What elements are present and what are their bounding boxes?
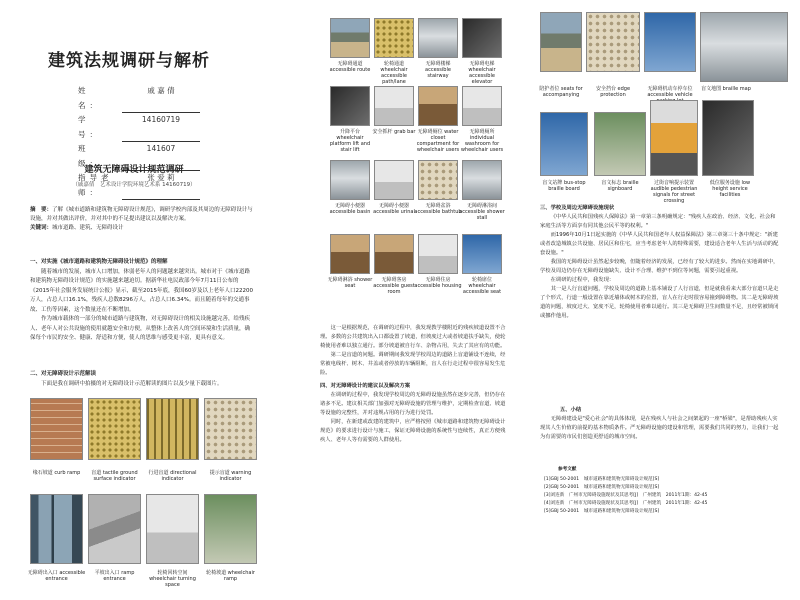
reference-item: [1]GBJ 50-2001 城市道路和建筑物无障碍设计规范[S]	[544, 477, 660, 482]
abstract-text: 了解《城市道路和建筑物无障碍设计规范》，调研学校内部及其周边的无障碍设计与设施，并对其做出评价，并对其中的不足提出建议以及解决方案。	[30, 207, 253, 222]
caption-braille-bus-board: 盲文站牌 bus-stop braille board	[542, 180, 586, 192]
photo-wheelchair-seat	[462, 234, 502, 274]
photo-accessible-entrance	[30, 494, 83, 564]
photo-ramp-entrance	[88, 494, 141, 564]
photo-braille-signboard	[594, 112, 646, 176]
photo-edge-protection	[586, 12, 640, 72]
section-2	[30, 370, 255, 389]
col2-paragraph: 第二是盲道的问题。调研期间我发现学校周边的道路上盲道铺设不连续，经常被电线杆、树木、井盖或者停放的车辆阻断，盲人在行走过程中很容易发生危险。	[320, 352, 506, 376]
caption-shower-stall: 无障碍淋浴间 accessible shower stall	[459, 203, 505, 221]
caption-accessible-basin: 无障碍小便器 accessible basin	[329, 203, 371, 215]
caption-individual-washroom: 无障碍厕所 individual washroom for wheelchair users	[460, 129, 504, 153]
summary-text: 无障碍建设是"爱心社会"的具体体现，是在残疾人与社会之间架起的一座"桥梁"，是帮助残疾人实现其人生价值的前提的基本物质条件。严无障碍设施的建设和管理，需要我们共同的努力，让我们一起为有需要的市民们创造更舒适的城市空间。	[540, 416, 779, 440]
col3-body	[540, 204, 780, 321]
photo-grab-bar	[374, 86, 414, 126]
photo-parking-lot	[644, 12, 696, 72]
photo-accessible-housing	[418, 234, 458, 274]
summary-title: 五、小结	[560, 407, 582, 413]
section-1-text-2: 作为城市载体的一部分的城市道路与建筑物，对无障碍设计的相关设施越完善，给残疾人、老年人对公共设施的使用就越安全和方便，从整体上改善人的空间环境和生活质量，确保每个市民的安全、健康、舒适和方便，使人的思维与感受更丰富，更具有意义。	[30, 316, 251, 341]
photo-low-service	[702, 100, 754, 176]
photo-accessible-urinal	[374, 160, 414, 200]
reference-item: [4]刘连新 广州市无障碍设施现状及其思考[J] 广州建筑 2011年1期：42-45	[544, 501, 708, 506]
caption-wheelchair-seat: 轮椅席位 wheelchair accessible seat	[462, 277, 502, 295]
photo-wheelchair-ramp	[204, 494, 257, 564]
col3-paragraph: 而1996年10月1日起实施的《中华人民共和国老年人权益保障法》第三章第三十条中规定："新建或者改造城镇公共设施、居民区和住宅，应当考虑老年人的特殊需要，建设适合老年人生活与活动的配套设施。"	[540, 232, 779, 256]
caption-wheelchair-path: 轮椅通道 wheelchair accessible path/lane	[380, 61, 408, 85]
info-label: 学 号：	[78, 115, 113, 139]
abstract-label: 摘 要：	[30, 207, 53, 213]
col3-paragraph: 在调研的过程中，我发现：	[550, 277, 615, 283]
col2-paragraph: 同时，在新建或改建的建筑中，应严格按照《城市道路和建筑物无障碍设计规范》的要求进行设计与施工，保证无障碍设施的系统性与连续性，真正方便残疾人、老年人等有需要的人群使用。	[320, 419, 506, 443]
photo-braille-map	[700, 12, 788, 82]
section-2-text: 下面是我在调研中拍摄的对无障碍设计示范解读的图片以及少量下载图片。	[41, 380, 223, 387]
col2-paragraph: 在调研的过程中，我发现学校周边的无障碍设施虽然在逐步完善，但仍存在诸多不足。建议相关部门加强对无障碍设施的管理与维护，定期检查盲道、坡道等设施的完整性，并对违规占用的行为进行处罚。	[320, 392, 506, 416]
caption-grab-bar: 安全抓杆 grab bar	[372, 129, 416, 135]
info-row-name	[78, 84, 200, 113]
photo-wheelchair-path	[374, 18, 414, 58]
section-1-text: 随着城市的发展，城市人口增加，体弱老年人的问题越来越突出。城市对于《城市道路和建筑物无障碍设计规范》的实施越来越迫切。据新华社电民政部今年7月11日公布的《2015年社会服务发展统计公报》显示，截至2015年底，我国60岁及以上老年人口22200万人，占总人口16.1%，残疾人总数8296万人，占总人口6.34%。而且随着每年的交通事故、工伤等因素，这个数量还在不断增加。	[30, 268, 253, 313]
caption-accessible-stairway: 无障碍楼梯 accessible stairway	[425, 61, 451, 79]
caption-curb-ramp: 缘石坡道 curb ramp	[32, 470, 81, 476]
paper-author: （戚嘉倩 艺术设计学院环境艺术系 14160719）	[72, 182, 196, 188]
caption-accompanying-seats: 陪护者位 seats for accompanying	[539, 86, 583, 98]
caption-water-closet: 无障碍厕位 water closet compartment for wheelchair users	[416, 129, 460, 153]
caption-accessible-housing: 无障碍住房 accessible housing	[414, 277, 462, 289]
caption-accessible-entrance: 无障碍出入口 accessible entrance	[27, 570, 86, 582]
caption-braille-signboard: 盲文标志 braille signboard	[601, 180, 639, 192]
caption-platform-lift: 升降平台 wheelchair platform lift and stair lift	[329, 129, 371, 153]
section-1-title: 一、对实施《城市道路和建筑物无障碍设计规范》的理解	[30, 259, 168, 265]
col3-paragraph: 我国的无障碍设计虽然起步较晚，但随着经济的发展，已经有了较大的进步。然而在实地调研中，学校及周边仍存在无障碍设施缺失、设计不合理、维护不到位等问题，需要引起重视。	[540, 259, 779, 274]
caption-audible-signal: 过街音响提示装置 audible pedestrian signals for street crossing	[650, 180, 698, 204]
photo-accessible-guest-room	[374, 234, 414, 274]
keywords-text: 城市道路、建筑、无障碍设计	[52, 225, 124, 231]
photo-tactile-surface	[88, 398, 141, 460]
col3-paragraph: 《中华人民共和国残疾人保障法》第一章第三条明确规定："残疾人在政治、经济、文化、社会和家庭生活等方面享有同其他公民平等的权利。"	[540, 214, 776, 229]
paper-title: 建筑无障碍设计规范调研	[84, 165, 184, 175]
caption-wheelchair-ramp: 轮椅坡道 wheelchair ramp	[206, 570, 255, 582]
reference-item: [2]GBJ 50-2001 城市道路和建筑物无障碍设计规范[S]	[544, 485, 660, 490]
caption-directional-indicator: 行进盲道 directional indicator	[148, 470, 197, 482]
photo-audible-signal	[650, 100, 698, 176]
info-value: 戚 嘉 倩	[122, 84, 200, 113]
caption-wheelchair-turning-space: 轮椅回转空间 wheelchair turning space	[149, 570, 196, 588]
photo-accessible-basin	[330, 160, 370, 200]
photo-water-closet	[418, 86, 458, 126]
caption-low-service: 低位服务设施 low height service facilities	[709, 180, 751, 198]
caption-ramp-entrance: 平坡出入口 ramp entrance	[94, 570, 135, 582]
caption-accessible-guest-room: 无障碍客房 accessible guest room	[373, 277, 415, 295]
col2-paragraph: 这一是根据规范，在调研的过程中，我发现教学楼附近的残疾坡道设置不合理。多数的公共建筑出入口都设置了坡道，但坡度过大或者坡道扶手缺失，使轮椅使用者难以独立通行。部分坡道被自行车、杂物占用，失去了其应有的功能。	[320, 325, 506, 349]
main-title: 建筑法规调研与解析	[48, 51, 210, 71]
col2-body	[320, 324, 510, 445]
photo-braille-bus-board	[540, 112, 588, 176]
section-3-title: 三、学校及周边无障碍设施现状	[540, 205, 615, 211]
caption-braille-map: 盲文地图 braille map	[701, 86, 751, 92]
section-2-title: 二、对无障碍设计示范解读	[30, 371, 97, 377]
reference-item: [5]GBJ 50-2001 城市道路和建筑物无障碍设计规范[S]	[544, 509, 660, 514]
photo-accompanying-seats	[540, 12, 582, 72]
summary-section	[540, 406, 780, 442]
caption-tactile-surface: 盲道 tactile ground surface indicator	[91, 470, 138, 482]
photo-wheelchair-turning-space	[146, 494, 199, 564]
photo-directional-indicator	[146, 398, 199, 460]
info-label: 指导老师：	[78, 173, 113, 197]
page-column-3	[536, 0, 800, 600]
caption-edge-protection: 安全挡台 edge protection	[595, 86, 631, 98]
caption-parking-lot: 无障碍机动车停车位 accessible vehicle	[647, 86, 693, 98]
photo-accessible-stairway	[418, 18, 458, 58]
caption-accessible-elevator: 无障碍电梯 wheelchair accessible elevator	[468, 61, 496, 85]
reference-item: [3]刘连新 广州市无障碍设施现状及其思考[J] 广州建筑 2011年1期：42-45	[544, 493, 708, 498]
col3-paragraph: 其一是人行盲道问题，学校及周边的道路上基本铺设了人行盲道，但是就我看来大部分盲道只是走了个形式，行道一般设置在靠近墙体或树木的位置，盲人在行走时很容易撞到障碍物。其二是无障碍坡道的问题，坡度过大、宽度不足，轮椅使用者难以通行。其三是无障碍卫生间数量不足，且经常被锁闭或挪作他用。	[540, 286, 779, 319]
references	[544, 466, 784, 516]
caption-accessible-urinal: 无障碍小便器 accessible urinal	[373, 203, 415, 215]
photo-platform-lift	[330, 86, 370, 126]
photo-shower-stall	[462, 160, 502, 200]
info-value: 张 爱 莉	[122, 171, 200, 200]
photo-curb-ramp	[30, 398, 83, 460]
photo-warning-indicator	[204, 398, 257, 460]
section-1	[30, 258, 255, 344]
photo-accessible-bathtub	[418, 160, 458, 200]
keywords-label: 关键词：	[30, 225, 53, 231]
photo-accessible-route	[330, 18, 370, 58]
info-label: 姓 名：	[78, 86, 113, 110]
col2-section-title: 四、对无障碍设计的建议以及解决方案	[320, 383, 411, 389]
info-value: 14160719	[122, 113, 200, 142]
photo-accessible-elevator	[462, 18, 502, 58]
caption-accessible-bathtub: 无障碍盆浴 accessible bathtub	[414, 203, 462, 215]
info-value: 141607	[122, 142, 200, 171]
caption-warning-indicator: 提示盲道 warning indicator	[209, 470, 252, 482]
page-column-2	[268, 0, 536, 600]
caption-accessible-route: 无障碍通道 accessible route	[329, 61, 371, 73]
photo-shower-seat	[330, 234, 370, 274]
info-row-id	[78, 113, 200, 142]
abstract	[30, 206, 255, 233]
references-title: 参考文献	[558, 467, 577, 472]
info-label: 班 级：	[78, 144, 113, 168]
photo-individual-washroom	[462, 86, 502, 126]
caption-shower-seat: 无障碍淋浴 shower seat	[327, 277, 373, 289]
page-column-1	[0, 0, 268, 600]
